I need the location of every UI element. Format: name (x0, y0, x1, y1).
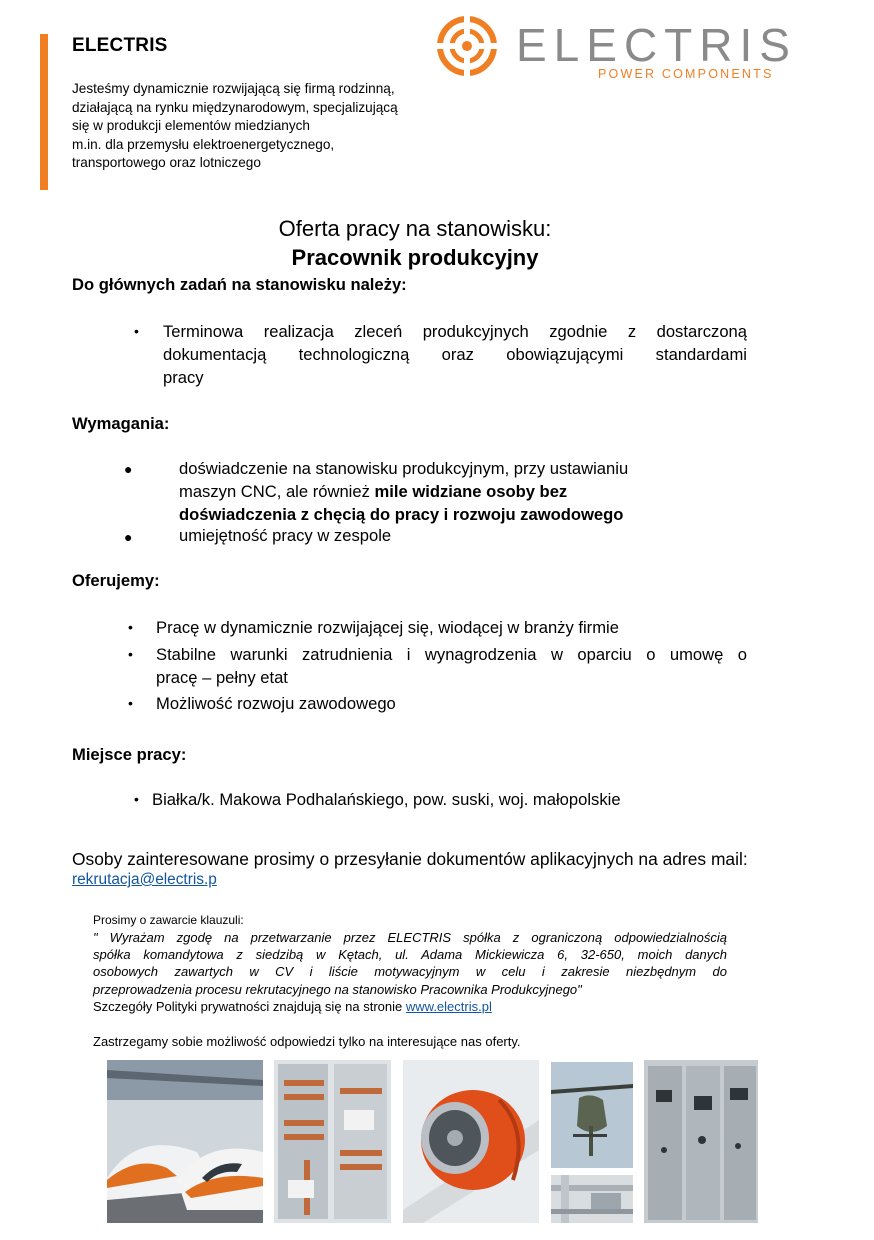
privacy-text: Szczegóły Polityki prywatności znajdują się na stronie (93, 999, 406, 1014)
photo-busbar-cabinet (274, 1060, 391, 1223)
logo-subtitle: POWER COMPONENTS (598, 67, 774, 81)
privacy-link[interactable]: www.electris.pl (405, 999, 492, 1014)
bullet-icon: ● (124, 529, 133, 545)
duty-line: Terminowa realizacja zleceń produkcyjnych zgodnie z dostarczoną (163, 322, 747, 341)
requirement-line: doświadczenie na stanowisku produkcyjnym, przy ustawianiu (179, 459, 629, 478)
requirement-text: maszyn CNC, ale również (179, 482, 375, 501)
requirements-heading: Wymagania: (72, 414, 170, 433)
duty-item (163, 320, 747, 389)
reservation-note: Zastrzegamy sobie możliwość odpowiedzi tylko na interesujące nas oferty. (93, 1034, 521, 1049)
company-intro (72, 80, 472, 173)
intro-line: się w produkcji elementów miedzianych (72, 118, 310, 134)
intro-line: transportowego oraz lotniczego (72, 155, 261, 171)
logo-wordmark: ELECTRIS (516, 19, 797, 71)
duty-line: dokumentacją technologiczną oraz obowiązującymi standardami (163, 345, 747, 364)
duties-heading: Do głównych zadań na stanowisku należy: (72, 275, 407, 294)
workplace-heading: Miejsce pracy: (72, 745, 187, 764)
intro-line: działającą na rynku międzynarodowym, specjalizującą (72, 99, 398, 115)
offer-item (156, 643, 747, 689)
photo-switchgear (644, 1060, 758, 1223)
clause-line: " Wyrażam zgodę na przetwarzanie przez ELECTRIS spółka z ograniczoną odpowiedzialnością (93, 930, 727, 945)
bullet-icon: • (134, 791, 139, 807)
clause-line: spółka komandytowa z siedzibą w Kętach, ul. Adama Mickiewicza 6, 32-650, moich danych (93, 947, 727, 963)
bullet-icon: ● (124, 461, 133, 477)
bullet-icon: • (128, 646, 133, 662)
photo-high-speed-train (107, 1060, 263, 1223)
clause-intro: Prosimy o zawarcie klauzuli: (93, 913, 244, 927)
requirement-emphasis: mile widziane osoby bez (374, 482, 568, 501)
photo-industrial-pipes (551, 1175, 633, 1223)
photo-helicopter (551, 1062, 633, 1168)
bullet-icon: • (128, 695, 133, 711)
offer-item: Możliwość rozwoju zawodowego (156, 694, 396, 713)
consent-clause (93, 929, 727, 998)
requirement-item (179, 457, 779, 526)
clause-line: przeprowadzenia procesu rekrutacyjnego na stanowisko Pracownika Produkcyjnego" (93, 981, 582, 997)
electris-logo-icon (436, 15, 498, 77)
bullet-icon: • (134, 323, 139, 339)
intro-line: m.in. dla przemysłu elektroenergetycznego, (72, 136, 335, 152)
offer-title: Oferta pracy na stanowisku: (278, 216, 552, 241)
company-name: ELECTRIS (72, 35, 168, 56)
offer-item: Pracę w dynamicznie rozwijającej się, wiodącej w branży firmie (156, 618, 619, 637)
offer-line: pracę – pełny etat (156, 668, 288, 687)
offer-line: Stabilne warunki zatrudnienia i wynagrodzenia w oparciu o umowę o (156, 645, 747, 664)
clause-line: osobowych zawartych w CV i liście motywacyjnym w celu i zakresie niezbędnym do (93, 964, 727, 980)
photo-jet-engine (403, 1060, 539, 1223)
offers-heading: Oferujemy: (72, 571, 160, 590)
contact-text: Osoby zainteresowane prosimy o przesyłanie dokumentów aplikacyjnych na adres mail: (72, 849, 748, 869)
workplace-location: Białka/k. Makowa Podhalańskiego, pow. suski, woj. małopolskie (152, 790, 621, 809)
requirement-item: umiejętność pracy w zespole (179, 526, 392, 545)
intro-line: Jesteśmy dynamicznie rozwijającą się firmą rodzinną, (72, 81, 395, 96)
duty-line: pracy (163, 368, 204, 387)
requirement-emphasis: doświadczenia z chęcią do pracy i rozwoju zawodowego (179, 505, 624, 524)
position-title: Pracownik produkcyjny (291, 245, 539, 270)
bullet-icon: • (128, 619, 133, 635)
email-link[interactable]: rekrutacja@electris.p (72, 871, 217, 888)
accent-bar (40, 34, 48, 190)
requirement-line (179, 480, 779, 503)
privacy-note (93, 998, 492, 1015)
